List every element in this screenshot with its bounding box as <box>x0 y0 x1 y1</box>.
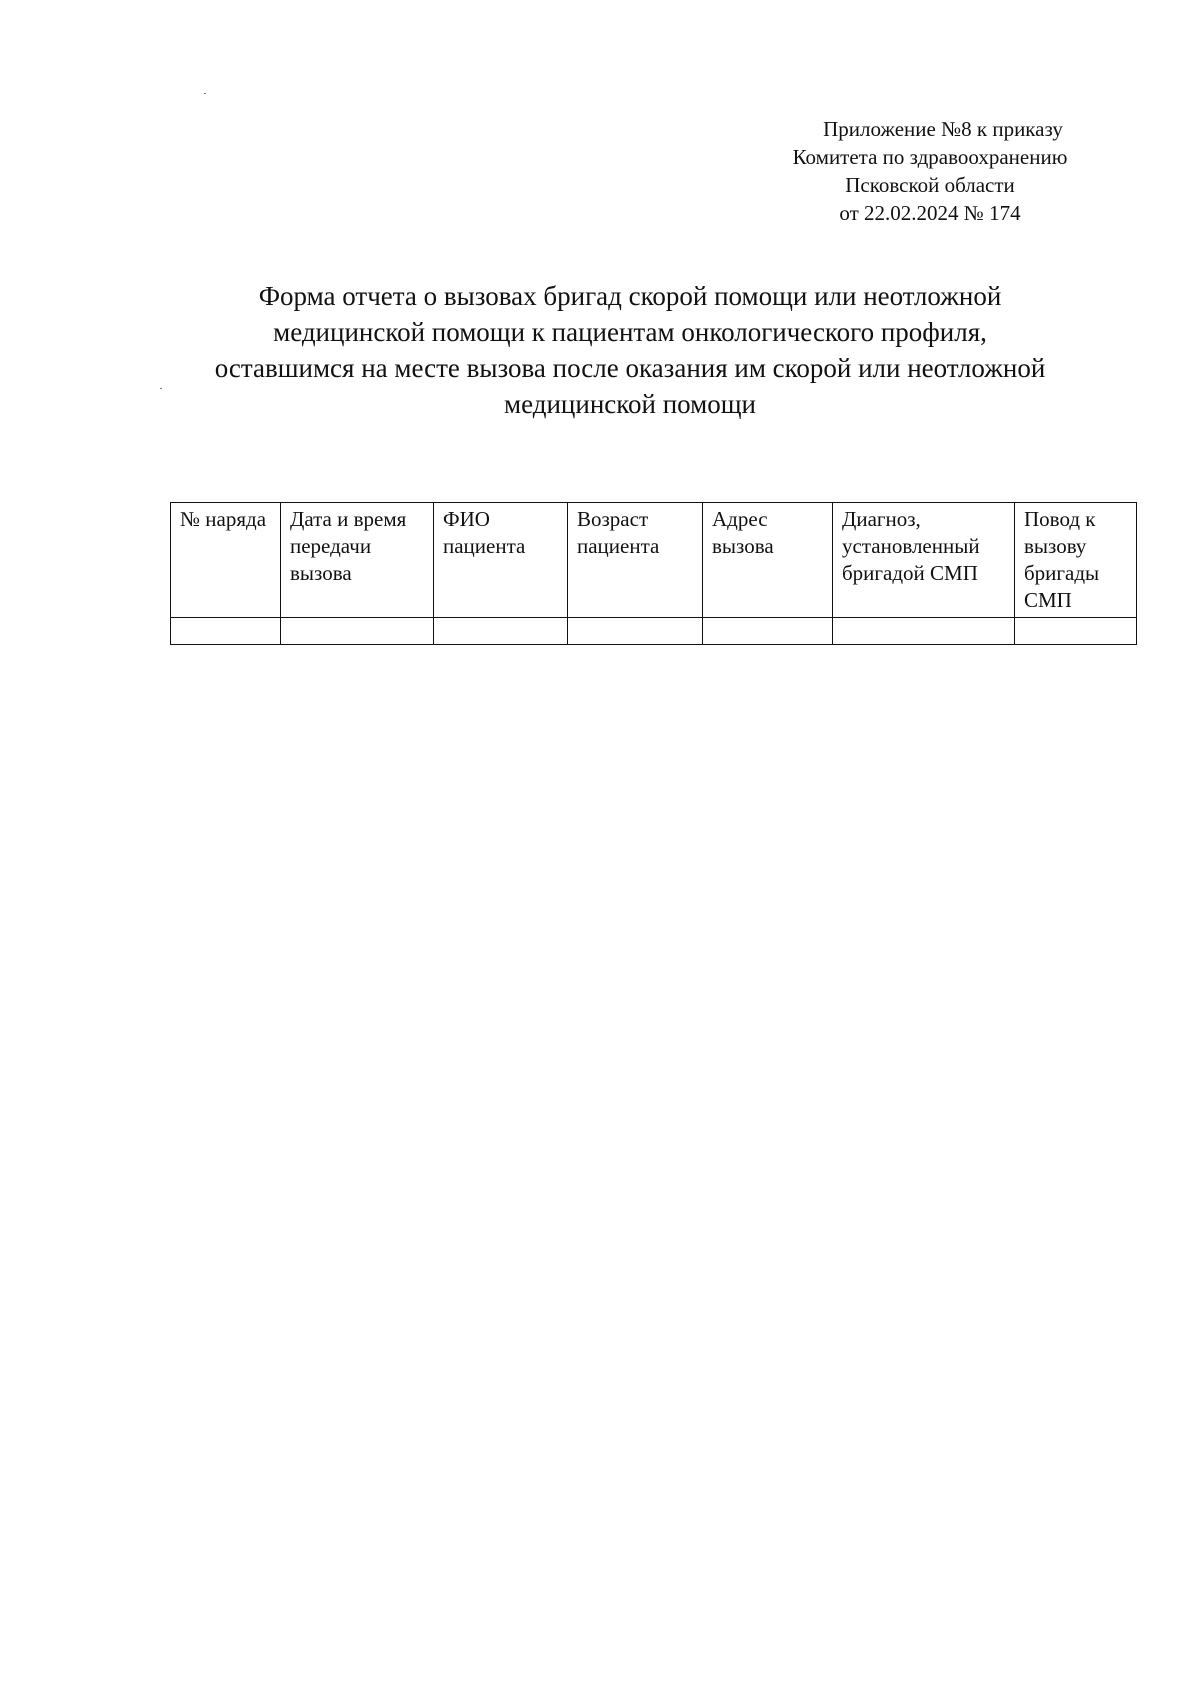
column-header-order-number: № наряда <box>171 503 281 618</box>
table-cell <box>703 618 833 645</box>
title-line: Форма отчета о вызовах бригад скорой помощи или неотложной <box>258 281 1002 311</box>
scan-speck <box>204 93 206 94</box>
report-table <box>170 502 1137 645</box>
title-line: медицинской помощи к пациентам онкологического профиля, <box>273 317 987 347</box>
column-header-patient-name: ФИО пациента <box>434 503 568 618</box>
appendix-line: Приложение №8 к приказу <box>823 117 1063 141</box>
column-header-call-reason: Повод к вызову бригады СМП <box>1015 503 1137 618</box>
table-cell <box>171 618 281 645</box>
appendix-line: Псковской области <box>845 173 1015 197</box>
table-cell <box>568 618 703 645</box>
title-line: медицинской помощи <box>504 389 756 419</box>
column-header-diagnosis: Диагноз, установленный бригадой СМП <box>833 503 1015 618</box>
column-header-call-address: Адрес вызова <box>703 503 833 618</box>
table-row <box>171 618 1137 645</box>
table-header-row <box>171 503 1137 618</box>
appendix-line: от 22.02.2024 № 174 <box>839 201 1021 225</box>
column-header-call-datetime: Дата и время передачи вызова <box>281 503 434 618</box>
title-line: оставшимся на месте вызова после оказания им скорой или неотложной <box>214 353 1046 383</box>
table-cell <box>833 618 1015 645</box>
appendix-header <box>770 115 1090 227</box>
column-header-patient-age: Возраст пациента <box>568 503 703 618</box>
appendix-line: Комитета по здравоохранению <box>792 145 1068 169</box>
scan-speck <box>160 388 162 389</box>
table-cell <box>434 618 568 645</box>
document-title <box>150 278 1110 422</box>
table-cell <box>1015 618 1137 645</box>
table-cell <box>281 618 434 645</box>
